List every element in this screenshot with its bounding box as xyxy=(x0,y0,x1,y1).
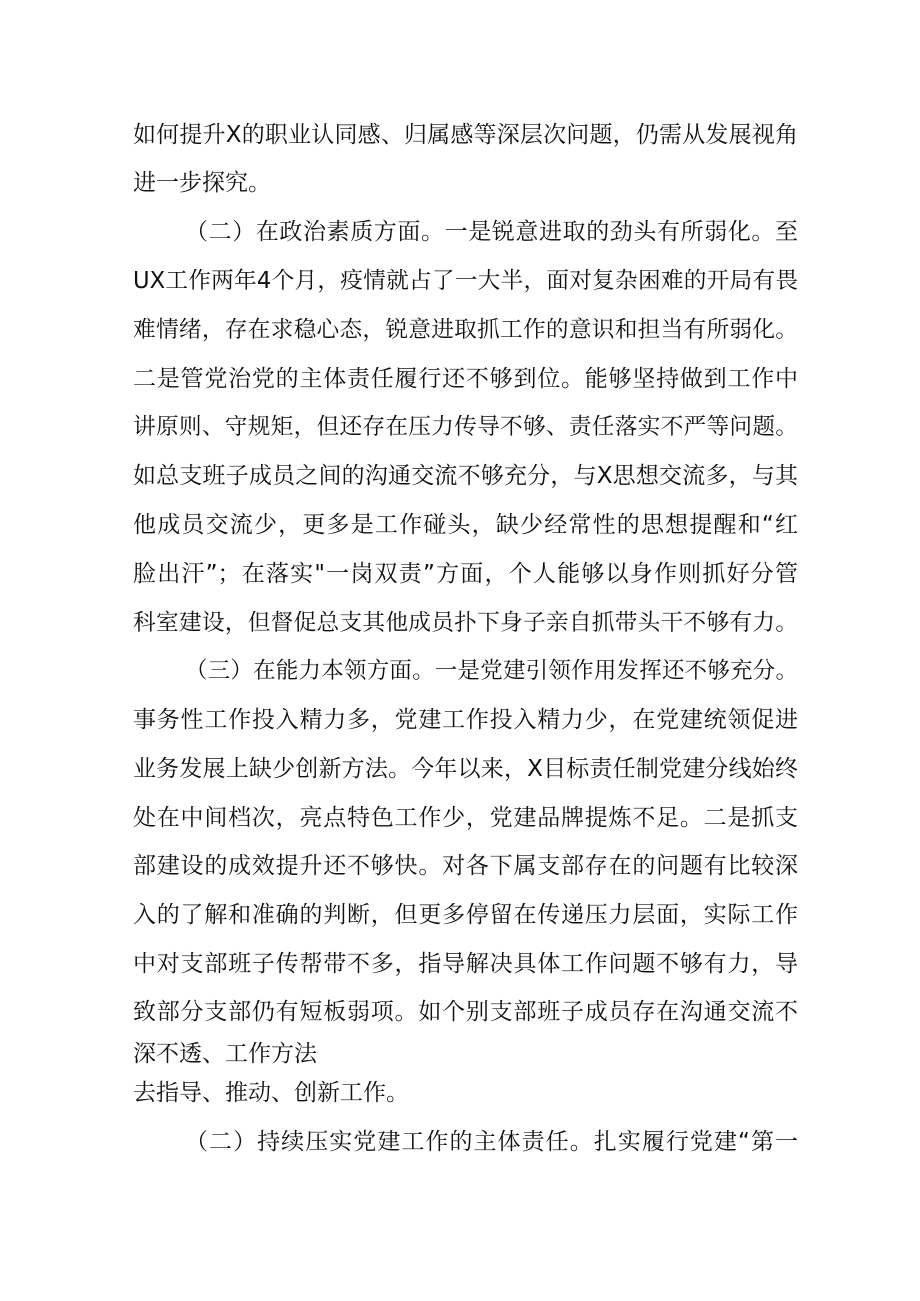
text-line: 业务发展上缺少创新方法。今年以来，X目标责任制党建分线始终 xyxy=(133,756,798,782)
text-line: 进一步探究。 xyxy=(133,170,271,196)
paragraph-heading-line: （三）在能力本领方面。一是党建引领作用发挥还不够充分。 xyxy=(185,658,798,684)
text-line: 致部分支部仍有短板弱项。如个别支部班子成员存在沟通交流不 xyxy=(133,999,798,1025)
text-line: 部建设的成效提升还不够快。对各下属支部存在的问题有比较深 xyxy=(133,853,798,879)
text-line: 如总支班子成员之间的沟通交流不够充分，与X思想交流多，与其 xyxy=(133,463,798,489)
text-line: 处在中间档次，亮点特色工作少，党建品牌提炼不足。二是抓支 xyxy=(133,805,798,831)
text-line: 中对支部班子传帮带不多，指导解决具体工作问题不够有力，导 xyxy=(133,951,798,977)
text-line: 讲原则、守规矩，但还存在压力传导不够、责任落实不严等问题。 xyxy=(133,414,798,440)
text-line: 如何提升X的职业认同感、归属感等深层次问题，仍需从发展视角 xyxy=(133,122,798,148)
text-line: 入的了解和准确的判断，但更多停留在传递压力层面，实际工作 xyxy=(133,902,798,928)
text-line: 去指导、推动、创新工作。 xyxy=(133,1080,409,1106)
text-line: 二是管党治党的主体责任履行还不够到位。能够坚持做到工作中 xyxy=(133,366,798,392)
text-line: 脸出汗”；在落实"一岗双责”方面，个人能够以身作则抓好分管 xyxy=(133,561,798,587)
text-line: 科室建设，但督促总支其他成员扑下身子亲自抓带头干不够有力。 xyxy=(133,610,798,636)
paragraph-heading-line: （二）持续压实党建工作的主体责任。扎实履行党建“第一 xyxy=(185,1129,798,1155)
paragraph-heading-line: （二）在政治素质方面。一是锐意进取的劲头有所弱化。至 xyxy=(185,219,798,245)
text-line: UX工作两年4个月，疫情就占了一大半，面对复杂困难的开局有畏 xyxy=(133,268,798,294)
text-line: 他成员交流少，更多是工作碰头，缺少经常性的思想提醒和“红 xyxy=(133,512,798,538)
text-line: 事务性工作投入精力多，党建工作投入精力少，在党建统领促进 xyxy=(133,707,798,733)
text-line: 难情绪，存在求稳心态，锐意进取抓工作的意识和担当有所弱化。 xyxy=(133,317,798,343)
text-line: 深不透、工作方法 xyxy=(133,1041,317,1067)
